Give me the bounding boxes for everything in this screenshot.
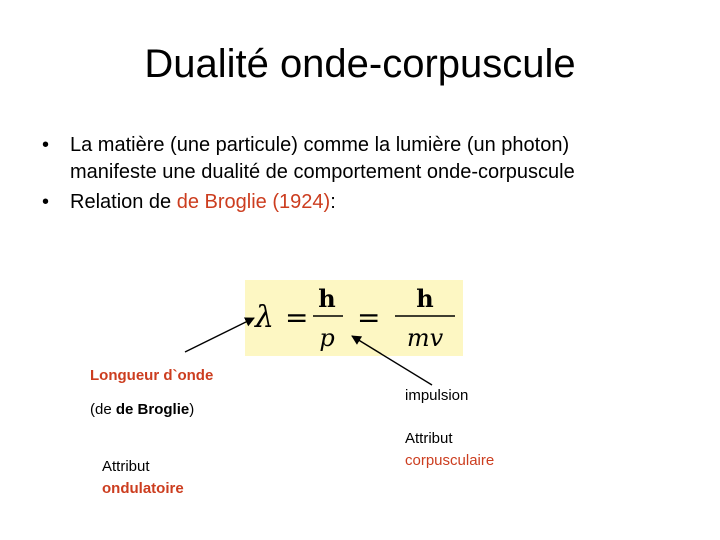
corpusculaire-label: corpusculaire [405, 452, 495, 469]
impulsion-label: impulsion [405, 387, 469, 404]
numerator-h-2: h [416, 284, 434, 313]
bullet-marker: • [42, 134, 50, 156]
de-broglie-wavelength-note [90, 401, 194, 418]
bullet-2-suffix: : [330, 191, 336, 213]
bullet-2-prefix: Relation de [70, 191, 177, 213]
equals-sign-2: = [357, 301, 381, 334]
ondulatoire-label: ondulatoire [102, 480, 184, 497]
paren-open: (de [90, 401, 116, 418]
slide-title: Dualité onde-corpuscule [144, 42, 576, 86]
arrow-to-p [352, 336, 432, 385]
bullet-1-line-2: manifeste une dualité de comportement onde-corpuscule [70, 161, 575, 183]
wavelength-label: Longueur d`onde [90, 367, 214, 384]
de-broglie-name: de Broglie [115, 401, 190, 418]
denominator-p: p [319, 324, 335, 352]
numerator-h-1: h [318, 284, 336, 313]
attribut-left: Attribut [102, 458, 150, 475]
lambda-symbol: λ [255, 300, 275, 335]
equals-sign-1: = [285, 301, 309, 334]
bullet-1-line-1: La matière (une particule) comme la lumière (un photon) [70, 134, 570, 156]
attribut-right: Attribut [405, 430, 453, 447]
bullet-marker: • [42, 191, 50, 213]
arrow-to-lambda [185, 318, 254, 352]
denominator-mv: mv [406, 324, 444, 352]
paren-close: ) [189, 401, 195, 418]
de-broglie-reference: de Broglie (1924) [176, 191, 331, 213]
